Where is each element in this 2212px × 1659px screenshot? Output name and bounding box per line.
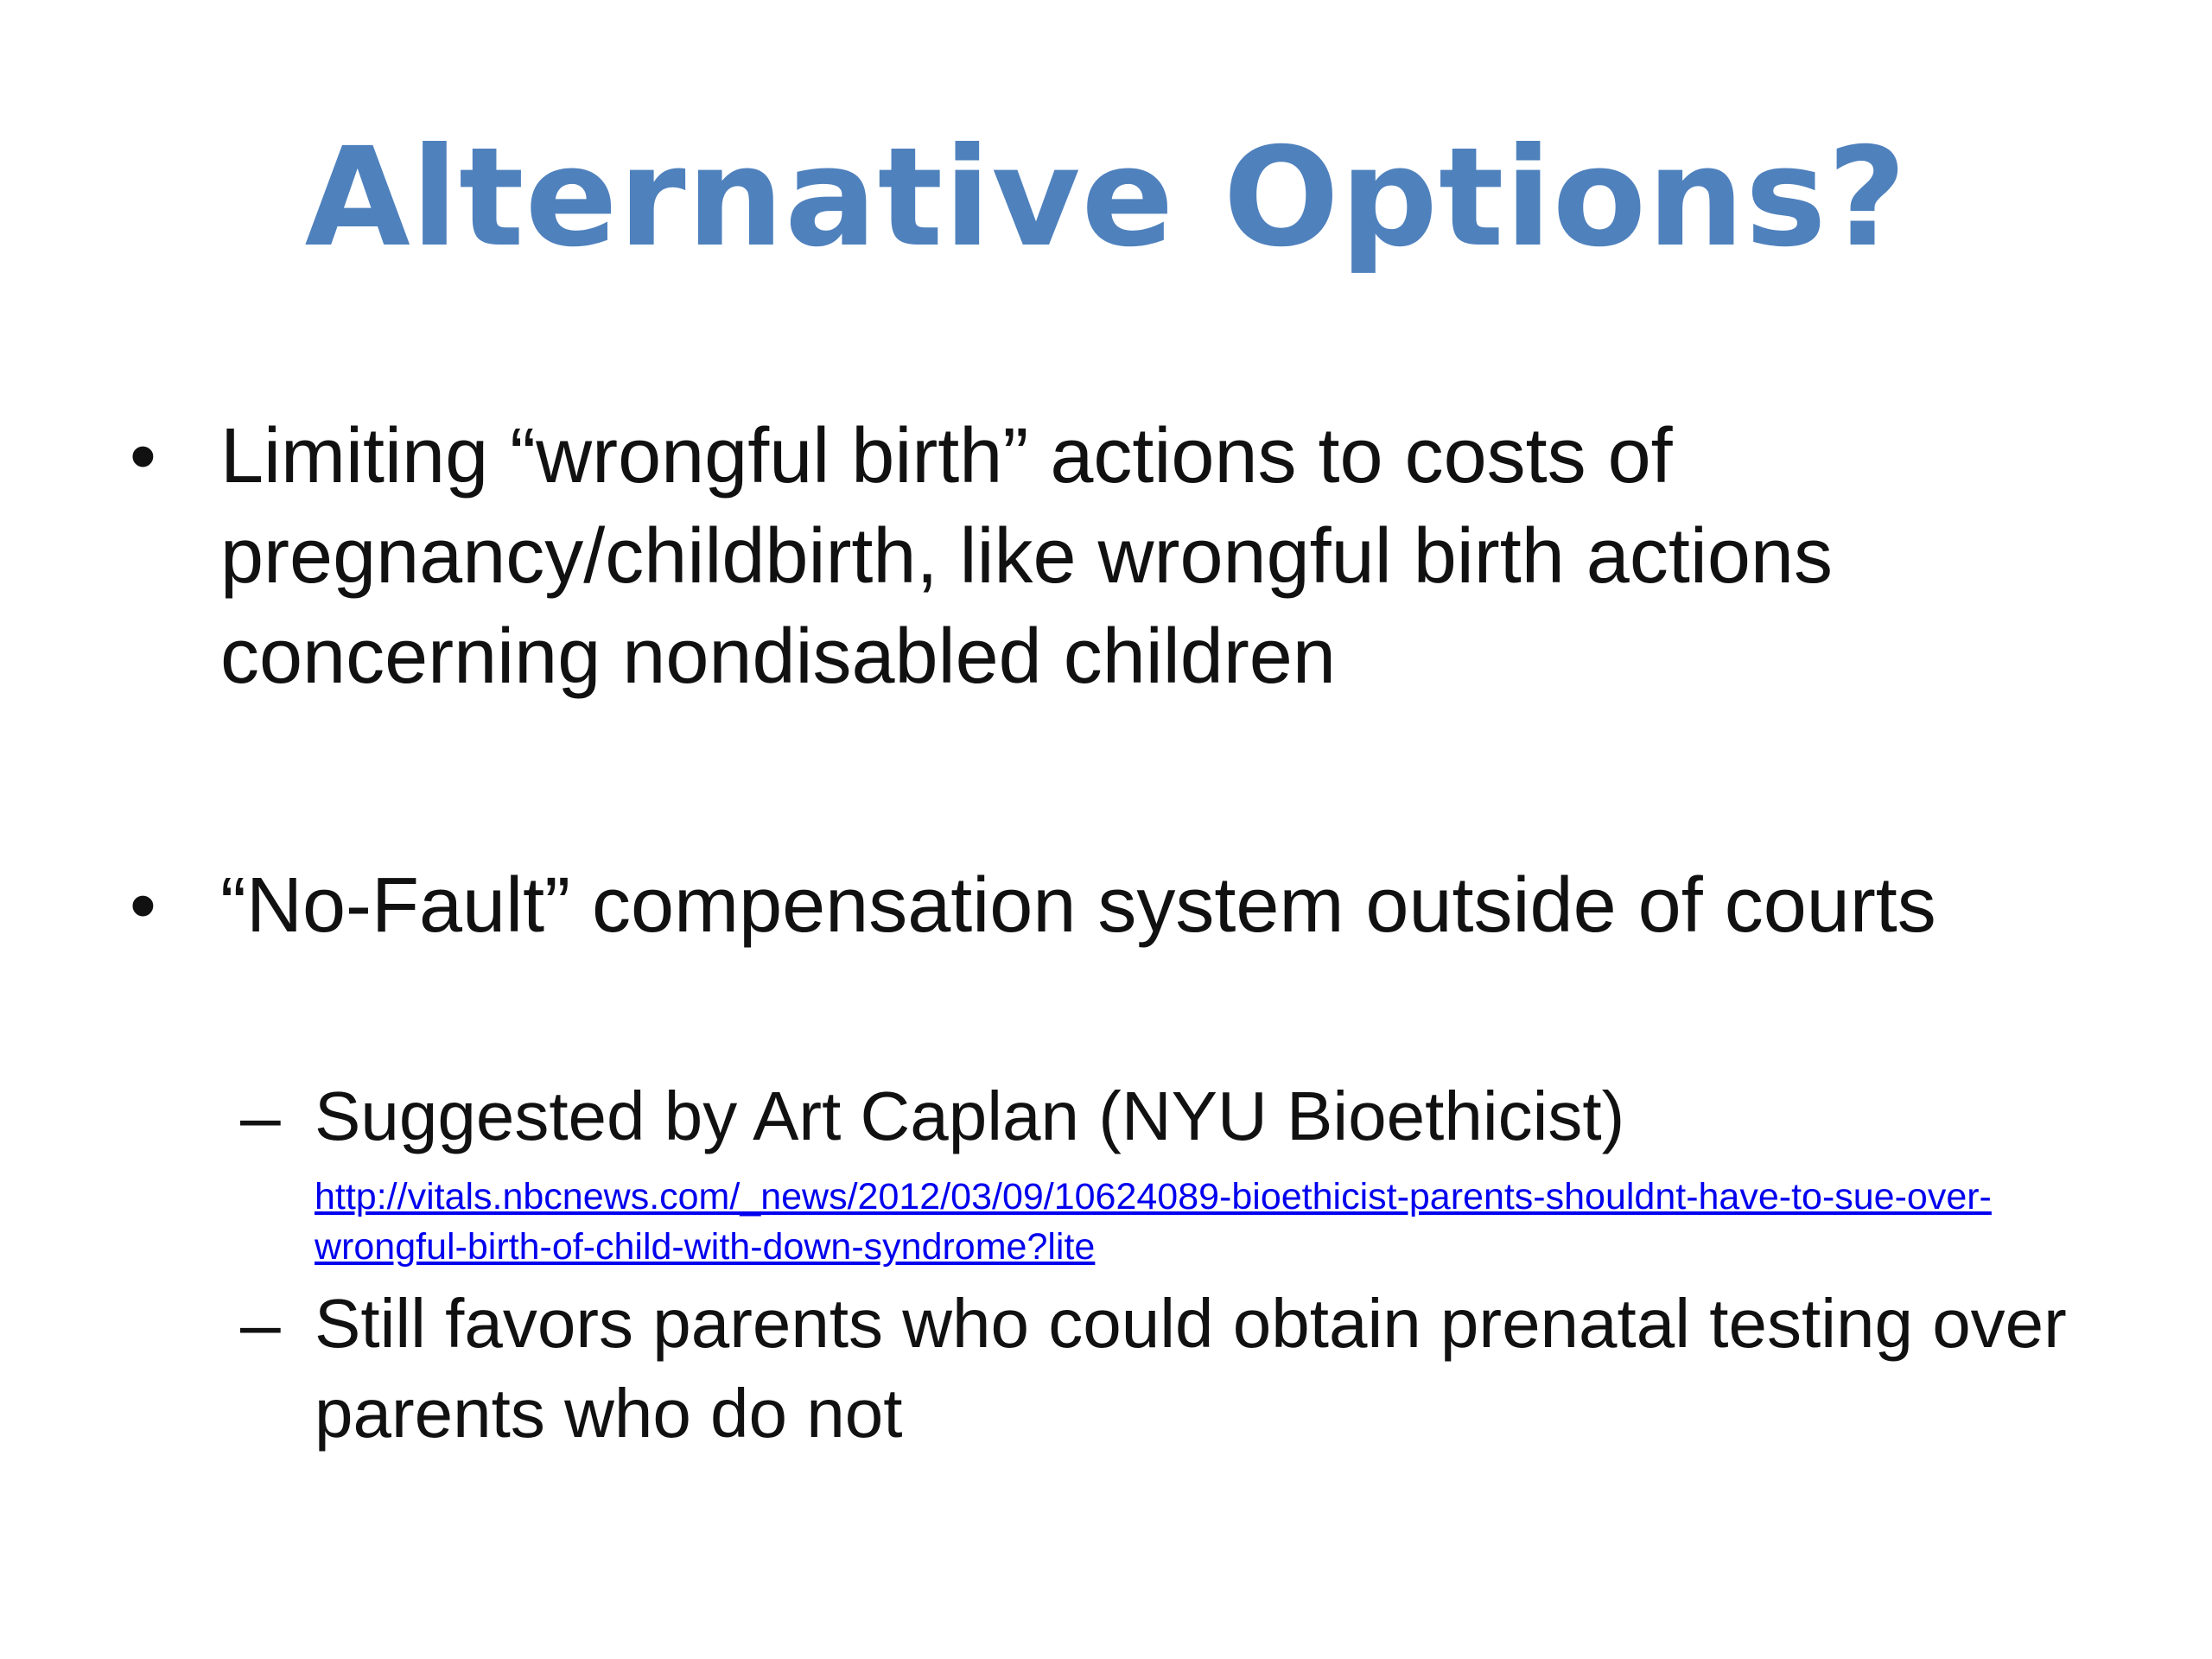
source-link[interactable]: http://vitals.nbcnews.com/_news/2012/03/09/10624089-bioethicist-parents-shouldnt-have-to-sue-over-wrongful-birth-of-child-with-down-syndrome?lite bbox=[315, 1176, 1992, 1268]
slide-title: Alternative Options? bbox=[304, 118, 1908, 277]
sub-item-text: Still favors parents who could obtain prenatal testing over parents who do not bbox=[315, 1285, 2067, 1452]
sub-bullet-marker: – bbox=[240, 1076, 281, 1157]
bullet-text: Limiting “wrongful birth” actions to costs of pregnancy/childbirth, like wrongful birth actions concerning nondisabled children bbox=[220, 413, 1833, 700]
bullet-marker: • bbox=[130, 862, 156, 948]
bullet-item-no-fault bbox=[130, 855, 2117, 956]
bullet-text: “No-Fault” compensation system outside of courts bbox=[220, 862, 1936, 949]
bullet-item-limiting bbox=[130, 406, 2117, 707]
sub-item-caplan bbox=[240, 1071, 2141, 1161]
sub-item-still-favors bbox=[240, 1279, 2141, 1459]
sub-item-text: Suggested by Art Caplan (NYU Bioethicist) bbox=[315, 1077, 1625, 1154]
sub-bullet-marker: – bbox=[240, 1283, 281, 1364]
bullet-marker: • bbox=[130, 413, 156, 499]
